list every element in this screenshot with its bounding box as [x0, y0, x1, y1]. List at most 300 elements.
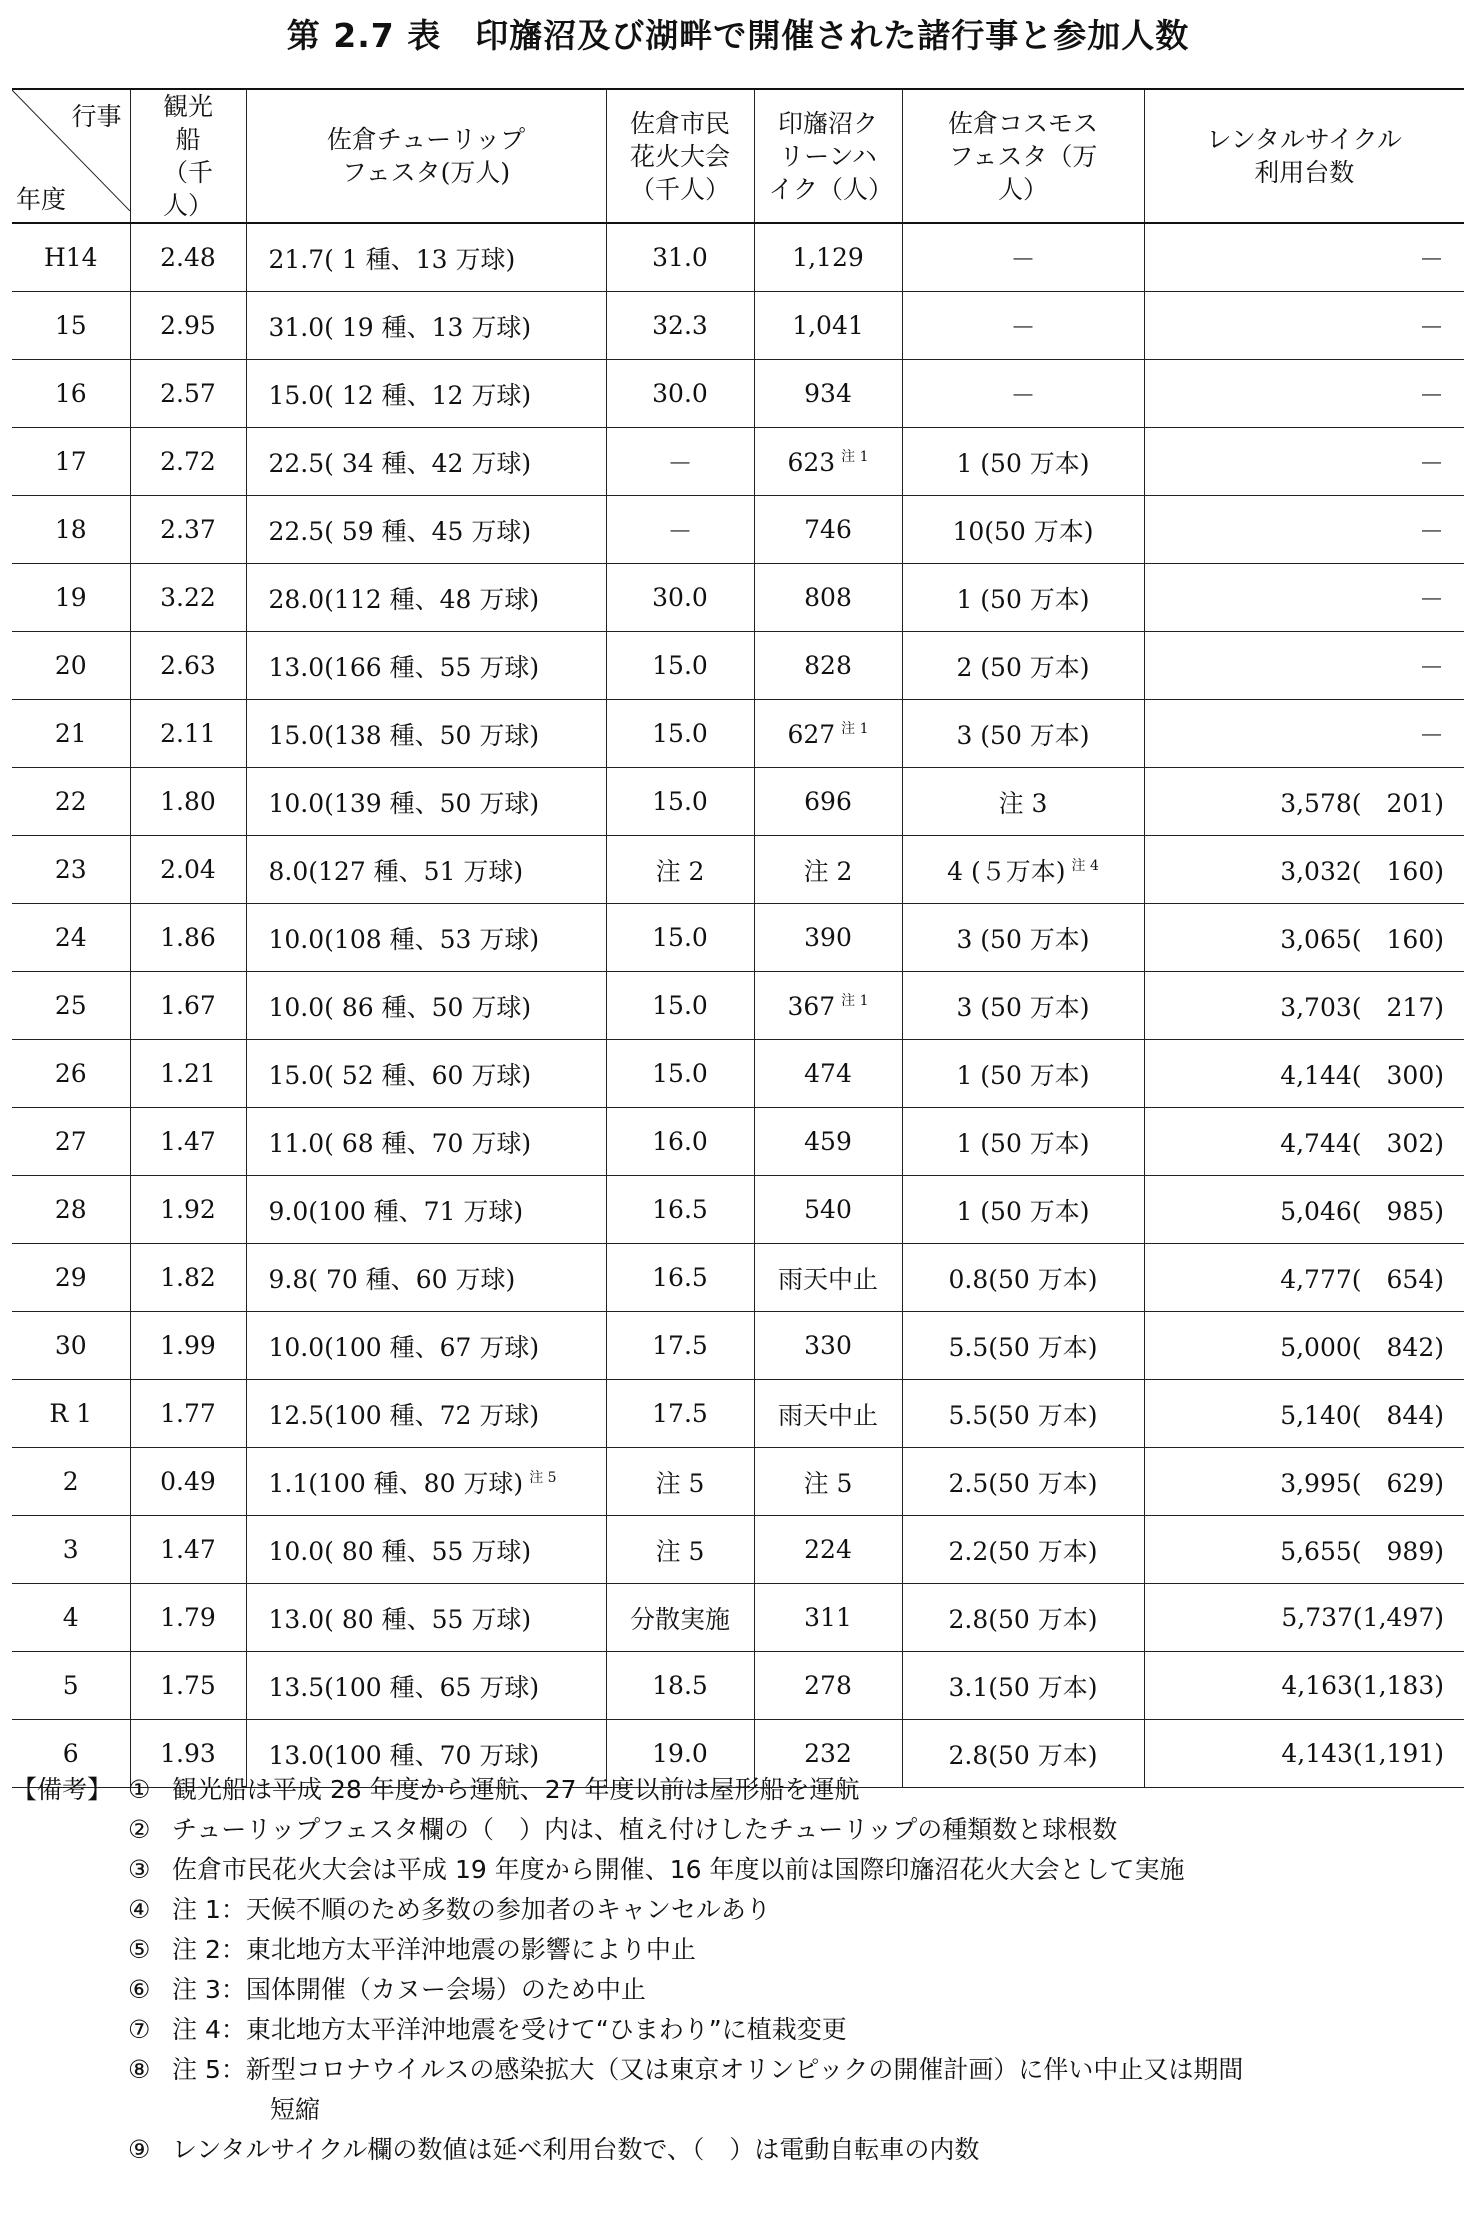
year-cell [12, 1244, 130, 1312]
note-item [12, 1890, 1464, 1930]
table-row [12, 1652, 1464, 1720]
note-number: ⑧ [128, 2055, 151, 2084]
tulip-cell [246, 1312, 606, 1380]
cleanhike-cell-value: 330 [804, 1331, 852, 1360]
cosmos-cell [902, 564, 1144, 632]
footnote-marker: 注 4 [1071, 857, 1099, 874]
fireworks-cell-value: 17.5 [652, 1331, 708, 1360]
boat-cell [130, 1312, 246, 1380]
year-cell-value: 17 [54, 447, 87, 476]
fireworks-cell-value: 注 2 [655, 856, 705, 886]
cleanhike-cell-value: 1,041 [792, 311, 864, 340]
cycle-cell-value: － [1418, 652, 1444, 682]
tulip-cell [246, 768, 606, 836]
corner-header [12, 89, 130, 223]
events-table [12, 88, 1464, 1788]
boat-cell-value: 1.86 [160, 923, 216, 952]
cosmos-cell [902, 360, 1144, 428]
tulip-cell-value: 9.8( 70 種、60 万球) [268, 1264, 516, 1294]
cosmos-cell [902, 1652, 1144, 1720]
fireworks-cell [606, 768, 754, 836]
cosmos-cell-value: 注 3 [998, 788, 1048, 818]
cycle-cell-value: 5,000( 842) [1280, 1332, 1444, 1362]
cleanhike-cell-value: 311 [804, 1603, 852, 1632]
tulip-cell-value: 11.0( 68 種、70 万球) [268, 1128, 532, 1158]
fireworks-cell [606, 1176, 754, 1244]
cosmos-cell-value: 2.8(50 万本) [948, 1740, 1098, 1770]
fireworks-cell [606, 223, 754, 292]
boat-cell [130, 768, 246, 836]
tulip-cell [246, 223, 606, 292]
tulip-cell-value: 15.0( 52 種、60 万球) [268, 1060, 532, 1090]
note-number: ⑥ [128, 1975, 151, 2004]
cleanhike-cell-value: 459 [804, 1127, 852, 1156]
boat-cell [130, 1516, 246, 1584]
boat-cell [130, 904, 246, 972]
boat-cell [130, 223, 246, 292]
cosmos-cell [902, 1448, 1144, 1516]
cosmos-cell [902, 768, 1144, 836]
cycle-cell-value: 5,737(1,497) [1281, 1603, 1444, 1632]
note-text: 観光船は平成 28 年度から運航、27 年度以前は屋形船を運航 [172, 1775, 860, 1804]
tulip-cell [246, 972, 606, 1040]
tulip-cell-value: 10.0(139 種、50 万球) [268, 788, 540, 818]
cycle-cell-value: 5,140( 844) [1280, 1400, 1444, 1430]
fireworks-cell-value: 16.0 [652, 1127, 708, 1156]
fireworks-cell [606, 292, 754, 360]
cosmos-cell-value: 3.1(50 万本) [948, 1672, 1098, 1702]
note-item [12, 1930, 1464, 1970]
boat-cell-value: 2.37 [160, 515, 216, 544]
year-cell-value: 2 [62, 1467, 79, 1496]
table-row [12, 428, 1464, 496]
fireworks-cell [606, 1040, 754, 1108]
tulip-cell-value: 22.5( 34 種、42 万球) [268, 448, 532, 478]
cosmos-cell-value: 1 (50 万本) [956, 1128, 1090, 1158]
fireworks-cell-value: 15.0 [652, 719, 708, 748]
year-cell [12, 360, 130, 428]
year-cell-value: 20 [54, 651, 87, 680]
cosmos-cell [902, 632, 1144, 700]
cleanhike-cell-value: 474 [804, 1059, 852, 1088]
cleanhike-cell [754, 1312, 902, 1380]
cleanhike-cell-value: 808 [804, 583, 852, 612]
cosmos-cell [902, 1040, 1144, 1108]
cosmos-cell-value: 10(50 万本) [952, 516, 1094, 546]
table-row [12, 1448, 1464, 1516]
table-row [12, 768, 1464, 836]
tulip-cell-value: 10.0(100 種、67 万球) [268, 1332, 540, 1362]
boat-cell [130, 1176, 246, 1244]
cycle-cell-value: 3,995( 629) [1280, 1468, 1444, 1498]
note-text: チューリップフェスタ欄の（ ）内は、植え付けしたチューリップの種類数と球根数 [172, 1815, 1118, 1844]
tulip-cell-value: 13.0(166 種、55 万球) [268, 652, 540, 682]
boat-cell-value: 1.80 [160, 787, 216, 816]
cleanhike-cell [754, 972, 902, 1040]
table-row [12, 1244, 1464, 1312]
note-text: 佐倉市民花火大会は平成 19 年度から開催、16 年度以前は国際印旛沼花火大会として実施 [172, 1855, 1185, 1884]
year-cell-value: 28 [54, 1195, 87, 1224]
boat-cell [130, 1448, 246, 1516]
note-number: ④ [128, 1895, 151, 1924]
boat-cell [130, 1380, 246, 1448]
fireworks-cell [606, 972, 754, 1040]
tulip-cell [246, 360, 606, 428]
fireworks-cell [606, 1108, 754, 1176]
cycle-cell-value: 4,163(1,183) [1281, 1671, 1444, 1700]
year-cell-value: 16 [54, 379, 87, 408]
cycle-cell [1144, 904, 1464, 972]
tulip-cell-value: 28.0(112 種、48 万球) [268, 584, 540, 614]
cycle-cell [1144, 1312, 1464, 1380]
fireworks-cell [606, 700, 754, 768]
note-text: 注 3：国体開催（カヌー会場）のため中止 [172, 1975, 646, 2004]
boat-cell-value: 2.72 [160, 447, 216, 476]
cleanhike-cell-value: 1,129 [792, 243, 864, 272]
note-item [12, 1970, 1464, 2010]
cosmos-cell-value: 2.8(50 万本) [948, 1604, 1098, 1634]
cycle-cell-value: 4,144( 300) [1280, 1060, 1444, 1090]
fireworks-cell-value: 19.0 [652, 1739, 708, 1768]
col-header-tulip: 佐倉チューリップフェスタ(万人) [246, 89, 606, 223]
fireworks-cell [606, 836, 754, 904]
cleanhike-cell [754, 1040, 902, 1108]
cleanhike-cell-value: 540 [804, 1195, 852, 1224]
tulip-cell [246, 428, 606, 496]
year-cell-value: 23 [54, 855, 87, 884]
cycle-cell-value: 3,065( 160) [1280, 924, 1444, 954]
cleanhike-cell [754, 1176, 902, 1244]
fireworks-cell-value: 31.0 [652, 243, 708, 272]
cosmos-cell [902, 1380, 1144, 1448]
year-cell-value: 25 [54, 991, 87, 1020]
cosmos-cell [902, 700, 1144, 768]
fireworks-cell-value: 15.0 [652, 923, 708, 952]
tulip-cell-value: 22.5( 59 種、45 万球) [268, 516, 532, 546]
tulip-cell [246, 1040, 606, 1108]
cleanhike-cell-value: 278 [804, 1671, 852, 1700]
cycle-cell-value: － [1418, 516, 1444, 546]
note-number: ③ [128, 1855, 151, 1884]
cosmos-cell [902, 904, 1144, 972]
cosmos-cell-value: 3 (50 万本) [956, 720, 1090, 750]
cosmos-cell-value: 3 (50 万本) [956, 992, 1090, 1022]
cleanhike-cell [754, 904, 902, 972]
footnote-marker: 注 5 [529, 1469, 557, 1486]
cleanhike-cell [754, 1652, 902, 1720]
table-row [12, 1108, 1464, 1176]
boat-cell [130, 1584, 246, 1652]
cosmos-cell-value: － [1010, 312, 1036, 342]
fireworks-cell-value: 30.0 [652, 379, 708, 408]
cleanhike-cell-value: 934 [804, 379, 852, 408]
fireworks-cell-value: 16.5 [652, 1195, 708, 1224]
boat-cell-value: 1.21 [160, 1059, 216, 1088]
cleanhike-cell [754, 292, 902, 360]
cleanhike-cell [754, 700, 902, 768]
year-cell [12, 564, 130, 632]
fireworks-cell-value: － [667, 448, 693, 478]
fireworks-cell-value: － [667, 516, 693, 546]
note-lead [12, 2010, 128, 2050]
table-row [12, 972, 1464, 1040]
cleanhike-cell [754, 768, 902, 836]
cycle-cell-value: 5,046( 985) [1280, 1196, 1444, 1226]
cosmos-cell-value: － [1010, 380, 1036, 410]
year-cell [12, 768, 130, 836]
cosmos-cell-value: 2 (50 万本) [956, 652, 1090, 682]
note-text: 注 5：新型コロナウイルスの感染拡大（又は東京オリンピックの開催計画）に伴い中止又は期間 [172, 2055, 1244, 2084]
fireworks-cell [606, 428, 754, 496]
boat-cell-value: 3.22 [160, 583, 216, 612]
year-cell-value: 21 [54, 719, 87, 748]
cleanhike-cell [754, 1380, 902, 1448]
cosmos-cell [902, 292, 1144, 360]
table-row [12, 292, 1464, 360]
year-cell [12, 223, 130, 292]
cosmos-cell [902, 1108, 1144, 1176]
year-cell-value: H14 [43, 243, 98, 272]
tulip-cell-value: 9.0(100 種、71 万球) [268, 1196, 524, 1226]
cleanhike-cell [754, 836, 902, 904]
year-cell-value: 6 [62, 1739, 79, 1768]
boat-cell-value: 1.79 [160, 1603, 216, 1632]
tulip-cell [246, 1244, 606, 1312]
cleanhike-cell-value: 雨天中止 [777, 1264, 878, 1294]
boat-cell-value: 1.47 [160, 1127, 216, 1156]
table-row [12, 496, 1464, 564]
boat-cell-value: 2.48 [160, 243, 216, 272]
boat-cell [130, 836, 246, 904]
cosmos-cell-value: 0.8(50 万本) [948, 1264, 1098, 1294]
boat-cell-value: 2.57 [160, 379, 216, 408]
year-cell-value: 24 [54, 923, 87, 952]
year-cell-value: 27 [54, 1127, 87, 1156]
note-lead [12, 1850, 128, 1890]
note-text: 注 1：天候不順のため多数の参加者のキャンセルあり [172, 1895, 771, 1924]
boat-cell-value: 1.77 [160, 1399, 216, 1428]
col-header-boat: 観光船（千人） [130, 89, 246, 223]
year-cell [12, 1652, 130, 1720]
year-cell [12, 700, 130, 768]
table-row [12, 1312, 1464, 1380]
cycle-cell-value: － [1418, 584, 1444, 614]
cleanhike-cell-value: 746 [804, 515, 852, 544]
tulip-cell-value: 10.0( 86 種、50 万球) [268, 992, 532, 1022]
tulip-cell [246, 632, 606, 700]
boat-cell-value: 2.11 [160, 719, 216, 748]
year-cell [12, 1312, 130, 1380]
boat-cell-value: 2.63 [160, 651, 216, 680]
year-cell [12, 292, 130, 360]
boat-cell [130, 496, 246, 564]
fireworks-cell-value: 16.5 [652, 1263, 708, 1292]
tulip-cell-value: 1.1(100 種、80 万球) [268, 1468, 524, 1498]
year-cell [12, 632, 130, 700]
table-row [12, 632, 1464, 700]
tulip-cell-value: 13.0( 80 種、55 万球) [268, 1604, 532, 1634]
year-cell [12, 1108, 130, 1176]
fireworks-cell-value: 15.0 [652, 991, 708, 1020]
cosmos-cell [902, 428, 1144, 496]
cleanhike-cell [754, 360, 902, 428]
boat-cell [130, 292, 246, 360]
cleanhike-cell [754, 428, 902, 496]
cosmos-cell-value: 5.5(50 万本) [948, 1400, 1098, 1430]
year-cell-value: 26 [54, 1059, 87, 1088]
note-item [12, 1850, 1464, 1890]
table-row [12, 1380, 1464, 1448]
fireworks-cell [606, 1652, 754, 1720]
fireworks-cell [606, 564, 754, 632]
cosmos-cell [902, 1176, 1144, 1244]
table-row [12, 564, 1464, 632]
boat-cell [130, 360, 246, 428]
fireworks-cell-value: 30.0 [652, 583, 708, 612]
fireworks-cell-value: 分散実施 [629, 1604, 730, 1634]
cycle-cell-value: 4,143(1,191) [1281, 1739, 1444, 1768]
cosmos-cell [902, 1244, 1144, 1312]
boat-cell-value: 2.04 [160, 855, 216, 884]
tulip-cell [246, 1176, 606, 1244]
cycle-cell [1144, 972, 1464, 1040]
tulip-cell-value: 13.5(100 種、65 万球) [268, 1672, 540, 1702]
year-cell-value: 3 [62, 1535, 79, 1564]
fireworks-cell [606, 360, 754, 428]
header-row [12, 89, 1464, 223]
note-lead [12, 2130, 128, 2170]
fireworks-cell [606, 496, 754, 564]
fireworks-cell [606, 1312, 754, 1380]
cycle-cell-value: － [1418, 448, 1444, 478]
table-row [12, 1584, 1464, 1652]
col-header-cycle: レンタルサイクル利用台数 [1144, 89, 1464, 223]
year-cell [12, 904, 130, 972]
cycle-cell [1144, 1244, 1464, 1312]
col-header-fireworks: 佐倉市民花火大会（千人） [606, 89, 754, 223]
cycle-cell [1144, 496, 1464, 564]
year-cell [12, 1176, 130, 1244]
cycle-cell-value: － [1418, 244, 1444, 274]
cleanhike-cell-value: 828 [804, 651, 852, 680]
fireworks-cell [606, 1516, 754, 1584]
cycle-cell [1144, 836, 1464, 904]
year-cell-value: 5 [62, 1671, 79, 1700]
cycle-cell [1144, 428, 1464, 496]
cleanhike-cell-value: 390 [804, 923, 852, 952]
cosmos-cell [902, 1516, 1144, 1584]
tulip-cell [246, 1516, 606, 1584]
cleanhike-cell-value: 雨天中止 [777, 1400, 878, 1430]
boat-cell [130, 564, 246, 632]
fireworks-cell [606, 1448, 754, 1516]
cycle-cell-value: 3,032( 160) [1280, 856, 1444, 886]
cycle-cell-value: 4,777( 654) [1280, 1264, 1444, 1294]
year-cell [12, 836, 130, 904]
cycle-cell-value: － [1418, 312, 1444, 342]
note-item [12, 1770, 1464, 1810]
boat-cell-value: 1.47 [160, 1535, 216, 1564]
note-item [12, 2130, 1464, 2170]
year-cell [12, 1584, 130, 1652]
cosmos-cell [902, 496, 1144, 564]
year-cell-value: 4 [62, 1603, 79, 1632]
note-continuation: 短縮 [270, 2095, 321, 2124]
cleanhike-cell [754, 564, 902, 632]
year-cell [12, 428, 130, 496]
tulip-cell-value: 21.7( 1 種、13 万球) [268, 244, 516, 274]
cosmos-cell-value: 1 (50 万本) [956, 1060, 1090, 1090]
cycle-cell-value: 3,578( 201) [1280, 788, 1444, 818]
corner-bottom-label: 年度 [16, 185, 67, 214]
cycle-cell [1144, 292, 1464, 360]
note-number: ⑦ [128, 2015, 151, 2044]
cycle-cell [1144, 1652, 1464, 1720]
cycle-cell-value: － [1418, 720, 1444, 750]
year-cell-value: 30 [54, 1331, 87, 1360]
tulip-cell-value: 8.0(127 種、51 万球) [268, 856, 524, 886]
boat-cell-value: 0.49 [160, 1467, 216, 1496]
cleanhike-cell [754, 1108, 902, 1176]
fireworks-cell-value: 注 5 [655, 1536, 705, 1566]
boat-cell-value: 1.75 [160, 1671, 216, 1700]
boat-cell [130, 1244, 246, 1312]
year-cell-value: 18 [54, 515, 87, 544]
tulip-cell [246, 496, 606, 564]
col-header-cosmos: 佐倉コスモスフェスタ（万人） [902, 89, 1144, 223]
fireworks-cell-value: 17.5 [652, 1399, 708, 1428]
cleanhike-cell-value: 623 [787, 448, 836, 477]
note-lead [12, 1890, 128, 1930]
boat-cell [130, 972, 246, 1040]
cosmos-cell [902, 836, 1144, 904]
corner-top-label: 行事 [71, 102, 122, 131]
tulip-cell [246, 1380, 606, 1448]
table-row [12, 836, 1464, 904]
year-cell-value: 15 [54, 311, 87, 340]
tulip-cell [246, 836, 606, 904]
cosmos-cell [902, 1584, 1144, 1652]
cycle-cell [1144, 632, 1464, 700]
tulip-cell [246, 1584, 606, 1652]
cycle-cell [1144, 360, 1464, 428]
tulip-cell-value: 31.0( 19 種、13 万球) [268, 312, 532, 342]
cosmos-cell-value: 3 (50 万本) [956, 924, 1090, 954]
year-cell [12, 1516, 130, 1584]
cosmos-cell-value: 4 (５万本) [947, 856, 1066, 886]
boat-cell [130, 1108, 246, 1176]
note-lead: 【備考】 [12, 1775, 113, 1804]
note-lead [12, 1930, 128, 1970]
fireworks-cell [606, 1380, 754, 1448]
cycle-cell-value: 3,703( 217) [1280, 992, 1444, 1022]
cosmos-cell-value: 2.2(50 万本) [948, 1536, 1098, 1566]
boat-cell [130, 428, 246, 496]
cycle-cell [1144, 768, 1464, 836]
fireworks-cell-value: 32.3 [652, 311, 708, 340]
note-item [12, 2050, 1464, 2090]
year-cell-value: 29 [54, 1263, 87, 1292]
table-row [12, 1176, 1464, 1244]
boat-cell-value: 1.93 [160, 1739, 216, 1768]
cycle-cell [1144, 1176, 1464, 1244]
year-cell [12, 1380, 130, 1448]
tulip-cell [246, 700, 606, 768]
tulip-cell [246, 564, 606, 632]
footnote-marker: 注 1 [841, 721, 869, 737]
note-item [12, 1810, 1464, 1850]
cosmos-cell-value: 1 (50 万本) [956, 448, 1090, 478]
